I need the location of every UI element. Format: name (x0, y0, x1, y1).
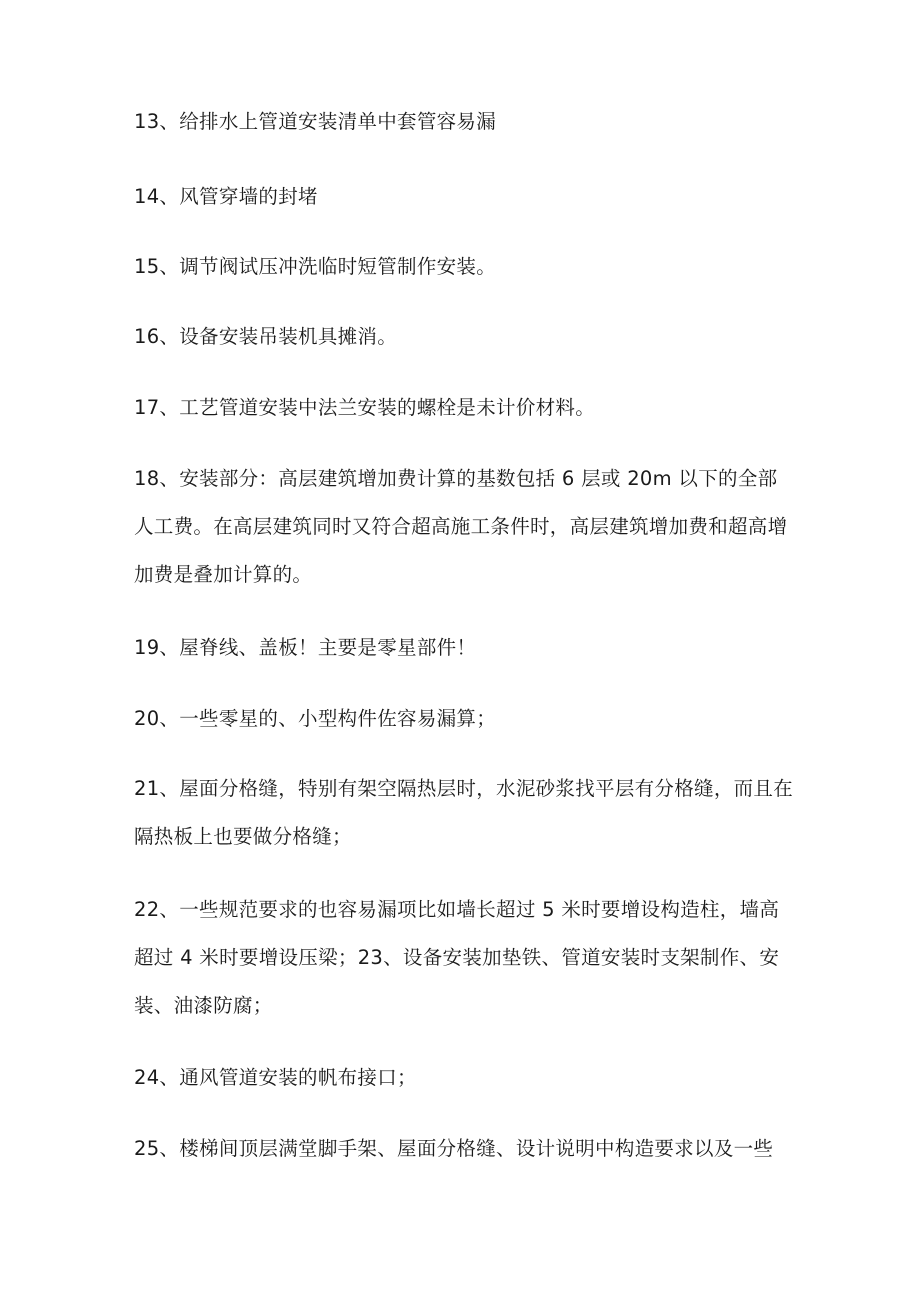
list-item-17: 17、工艺管道安装中法兰安装的螺栓是未计价材料。 (134, 396, 596, 419)
list-item-20: 20、一些零星的、小型构件佐容易漏算； (134, 707, 497, 730)
list-item-22-23: 22、一些规范要求的也容易漏项比如墙长超过 5 米时要增设构造柱，墙高超过 4 米时要增设压梁；23、设备安装加垫铁、管道安装时支架制作、安装、油漆防腐； (134, 898, 780, 1017)
list-item-16: 16、设备安装吊装机具摊消。 (134, 325, 398, 348)
list-item-19: 19、屋脊线、盖板！主要是零星部件！ (134, 636, 477, 659)
list-item-21: 21、屋面分格缝，特别有架空隔热层时，水泥砂浆找平层有分格缝，而且在隔热板上也要做分格缝； (134, 777, 794, 848)
list-item-13: 13、给排水上管道安装清单中套管容易漏 (134, 110, 497, 133)
list-item-15: 15、调节阀试压冲洗临时短管制作安装。 (134, 255, 497, 278)
list-item-24: 24、通风管道安装的帆布接口； (134, 1066, 417, 1089)
list-item-25: 25、楼梯间顶层满堂脚手架、屋面分格缝、设计说明中构造要求以及一些 (134, 1137, 774, 1160)
list-item-18: 18、安装部分：高层建筑增加费计算的基数包括 6 层或 20m 以下的全部人工费。在高层建筑同时又符合超高施工条件时，高层建筑增加费和超高增加费是叠加计算的。 (134, 467, 788, 586)
list-item-14: 14、风管穿墙的封堵 (134, 185, 318, 208)
